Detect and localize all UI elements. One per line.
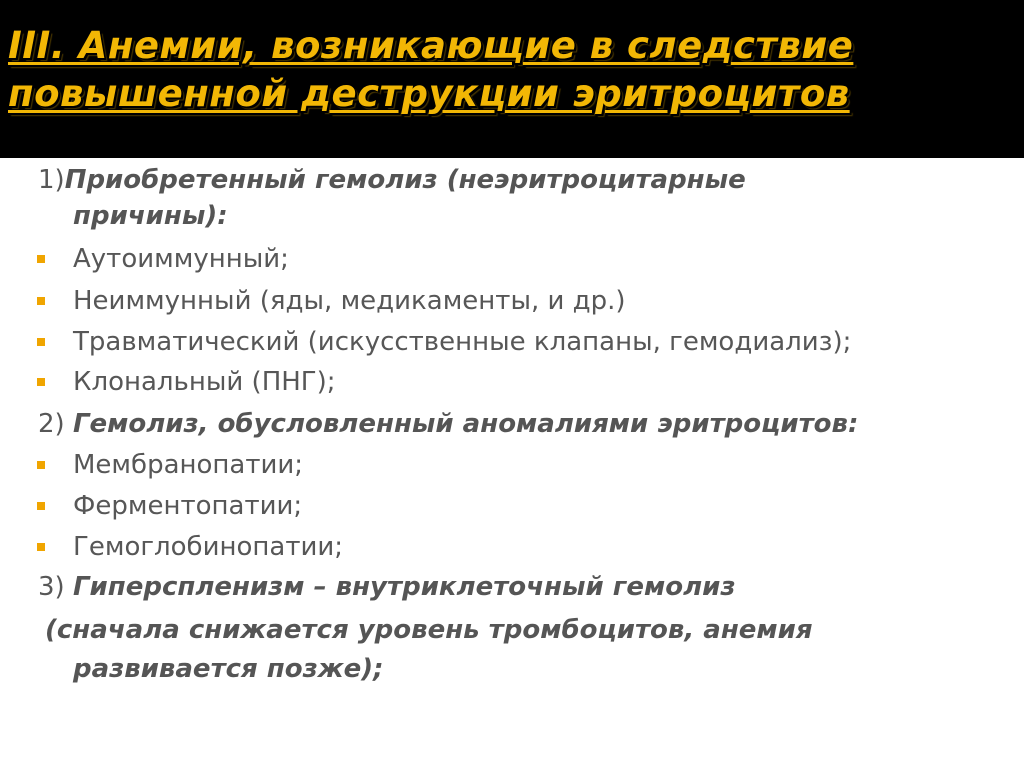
section-2-heading-text: Гемолиз, обусловленный аномалиями эритроцитов:	[72, 409, 859, 439]
section-1-heading-text: Приобретенный гемолиз (неэритроцитарные	[64, 165, 746, 195]
bullet-icon	[37, 502, 45, 510]
bullet-icon	[37, 543, 45, 551]
bullet-icon	[37, 338, 45, 346]
list-item: Травматический (искусственные клапаны, гемодиализ);	[73, 327, 852, 357]
list-item: Гемоглобинопатии;	[73, 532, 344, 562]
section-3-heading-continuation: (сначала снижается уровень тромбоцитов, анемия	[45, 615, 813, 645]
slide-body	[0, 158, 1024, 767]
section-3-heading-text: Гиперспленизм – внутриклеточный гемолиз	[72, 572, 736, 602]
section-1-heading	[38, 163, 746, 197]
section-3-heading-continuation: развивается позже);	[73, 654, 384, 684]
list-item: Аутоиммунный;	[73, 244, 289, 274]
section-1-heading-continuation: причины):	[73, 201, 228, 231]
slide-title	[8, 22, 1008, 118]
bullet-icon	[37, 297, 45, 305]
list-item: Неиммунный (яды, медикаменты, и др.)	[73, 286, 626, 316]
list-item: Мембранопатии;	[73, 450, 304, 480]
section-1-number: 1)	[38, 165, 65, 195]
section-2-number: 2)	[38, 409, 65, 439]
title-bar	[0, 0, 1024, 158]
list-item: Ферментопатии;	[73, 491, 303, 521]
list-item: Клональный (ПНГ);	[73, 367, 336, 397]
section-3-number: 3)	[38, 572, 65, 602]
bullet-icon	[37, 378, 45, 386]
title-line-2: повышенной деструкции эритроцитов	[8, 72, 850, 115]
bullet-icon	[37, 255, 45, 263]
section-2-heading	[38, 407, 858, 441]
section-3-heading	[38, 570, 735, 604]
bullet-icon	[37, 461, 45, 469]
title-line-1: III. Анемии, возникающие в следствие	[8, 24, 854, 67]
